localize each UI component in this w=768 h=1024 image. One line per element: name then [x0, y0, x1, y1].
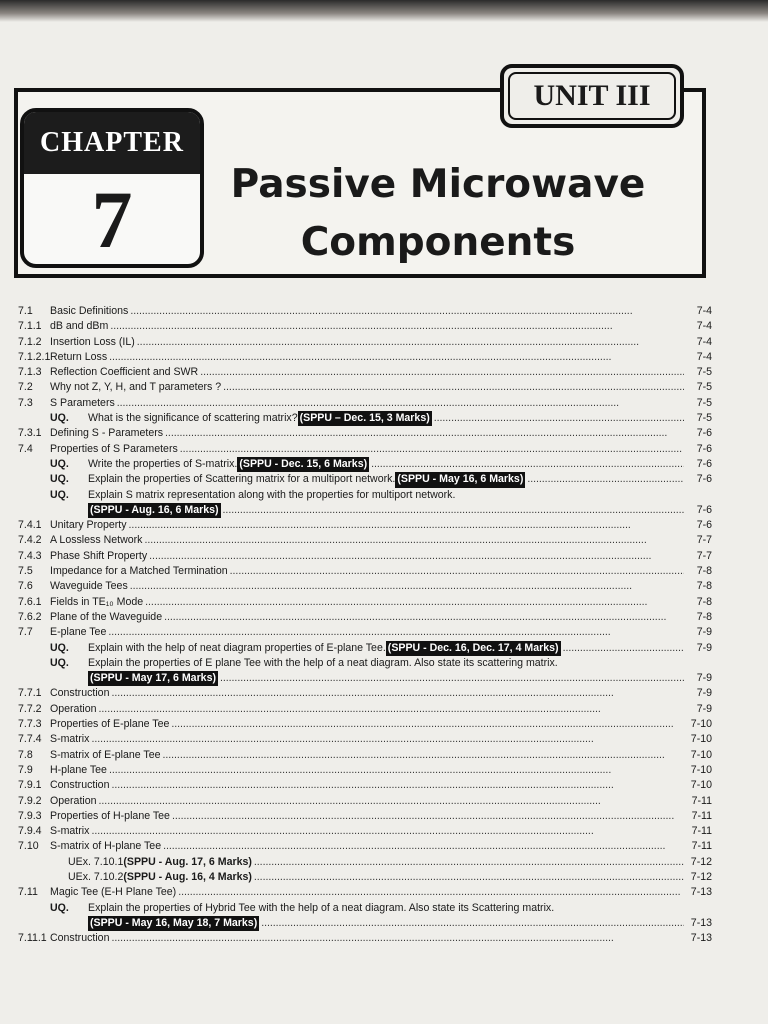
toc-page-number: 7-11: [691, 809, 712, 822]
toc-entry-number: 7.3.1: [18, 427, 42, 440]
toc-entry-title: Return Loss: [50, 350, 108, 363]
toc-question-text: Explain with the help of neat diagram properties of E-plane Tee.: [88, 641, 386, 654]
exam-reference-badge: (SPPU - Dec. 16, Dec. 17, 4 Marks): [386, 641, 561, 656]
toc-entry-number: 7.1.3: [18, 366, 42, 379]
toc-entry-title: Construction: [50, 779, 110, 792]
toc-page-number: 7-6: [696, 457, 712, 470]
toc-leader-dots: [111, 778, 684, 793]
toc-entry-title: Basic Definitions: [50, 305, 129, 317]
toc-example-reference: (SPPU - Aug. 17, 6 Marks): [123, 855, 252, 868]
toc-entry-title: Waveguide Tees: [50, 580, 128, 593]
toc-entry-title: Reflection Coefficient and SWR: [50, 366, 199, 379]
toc-entry-title: Plane of the Waveguide: [50, 610, 163, 623]
toc-entry-title: Insertion Loss (IL): [50, 335, 135, 348]
toc-entry[interactable]: [18, 564, 712, 579]
toc-leader-dots: [223, 503, 684, 518]
toc-page-number: 7-6: [696, 519, 712, 532]
toc-page-number: 7-10: [690, 733, 712, 746]
toc-entry[interactable]: [18, 396, 712, 411]
toc-entry[interactable]: [18, 686, 712, 701]
toc-entry[interactable]: [18, 870, 712, 885]
toc-entry-number: 7.6.1: [18, 595, 42, 608]
toc-page-number: 7-9: [696, 672, 712, 685]
toc-entry-number: 7.9.1: [18, 779, 42, 792]
chapter-badge: [20, 108, 204, 268]
toc-page-number: 7-12: [690, 855, 712, 868]
toc-entry-number: 7.9: [18, 763, 33, 776]
toc-leader-dots: [434, 411, 684, 426]
toc-page-number: 7-4: [696, 350, 712, 363]
toc-page-number: 7-5: [696, 396, 712, 409]
toc-entry[interactable]: [18, 732, 712, 747]
toc-leader-dots: [180, 442, 684, 457]
toc-leader-dots: [109, 763, 684, 778]
toc-entry-number: 7.11: [18, 886, 38, 899]
toc-entry[interactable]: [18, 748, 712, 763]
toc-entry-number: 7.3: [18, 396, 33, 409]
toc-entry-title: Properties of E-plane Tee: [50, 718, 170, 731]
toc-entry[interactable]: [18, 350, 712, 365]
toc-entry[interactable]: [18, 533, 712, 548]
toc-leader-dots: [163, 748, 685, 763]
toc-entry-title: Phase Shift Property: [50, 549, 148, 562]
toc-entry[interactable]: [18, 778, 712, 793]
toc-entry-title: H-plane Tee: [50, 763, 107, 776]
toc-entry[interactable]: [18, 901, 712, 916]
toc-entry[interactable]: [18, 426, 712, 441]
toc-entry-number: 7.10: [18, 840, 39, 853]
toc-leader-dots: [110, 319, 684, 334]
toc-entry[interactable]: [18, 549, 712, 564]
toc-entry-title: S-matrix of E-plane Tee: [50, 748, 161, 761]
toc-leader-dots: [527, 472, 684, 487]
toc-entry[interactable]: [18, 319, 712, 334]
toc-entry-title: S-matrix of H-plane Tee: [50, 840, 162, 853]
toc-entry[interactable]: [18, 763, 712, 778]
toc-entry-number: 7.11.1: [18, 932, 47, 945]
toc-question-tag: UQ.: [50, 901, 69, 914]
toc-entry-title: Construction: [50, 687, 110, 700]
toc-leader-dots: [178, 885, 684, 900]
toc-page-number: 7-11: [691, 794, 712, 807]
toc-leader-dots: [164, 610, 684, 625]
toc-entry[interactable]: [18, 916, 712, 931]
exam-reference-badge: (SPPU - Aug. 16, 6 Marks): [88, 503, 221, 518]
toc-entry[interactable]: [18, 518, 712, 533]
toc-entry-number: 7.4.1: [18, 519, 42, 532]
toc-leader-dots: [165, 426, 684, 441]
unit-badge: [500, 64, 684, 128]
toc-entry[interactable]: [18, 595, 712, 610]
toc-entry[interactable]: [18, 809, 712, 824]
toc-entry-number: 7.1.2: [18, 335, 42, 348]
toc-entry-number: 7.1.2.1: [18, 350, 51, 363]
toc-entry-title: dB and dBm: [50, 320, 109, 333]
unit-label: UNIT III: [508, 72, 676, 120]
toc-page-number: 7-9: [696, 687, 712, 700]
toc-entry[interactable]: [18, 671, 712, 686]
toc-page-number: 7-10: [690, 779, 712, 792]
exam-reference-badge: (SPPU – Dec. 15, 3 Marks): [298, 411, 432, 426]
toc-entry[interactable]: [18, 610, 712, 625]
toc-page-number: 7-6: [696, 473, 712, 486]
toc-entry[interactable]: [18, 457, 712, 472]
toc-entry-title: Properties of S Parameters: [50, 442, 178, 455]
page-top-edge: [0, 0, 768, 22]
toc-leader-dots: [563, 641, 684, 656]
toc-entry-title: A Lossless Network: [50, 534, 143, 547]
exam-reference-badge: (SPPU - Dec. 15, 6 Marks): [237, 457, 369, 472]
toc-entry-number: 7.1: [18, 305, 33, 317]
toc-leader-dots: [230, 564, 684, 579]
toc-leader-dots: [137, 335, 684, 350]
toc-question-tag: UQ.: [50, 457, 69, 470]
toc-page-number: 7-5: [696, 412, 712, 425]
toc-leader-dots: [129, 518, 684, 533]
toc-page-number: 7-5: [696, 366, 712, 379]
toc-page-number: 7-4: [696, 335, 712, 348]
toc-entry-title: Defining S - Parameters: [50, 427, 164, 440]
toc-page-number: 7-7: [696, 549, 712, 562]
toc-entry-number: 7.7.3: [18, 718, 42, 731]
toc-entry[interactable]: [18, 472, 712, 487]
toc-leader-dots: [91, 732, 684, 747]
toc-page-number: 7-6: [696, 442, 712, 455]
toc-leader-dots: [223, 380, 684, 395]
exam-reference-badge: (SPPU - May 16, 6 Marks): [395, 472, 525, 487]
toc-question-text: Explain the properties of Hybrid Tee with the help of a neat diagram. Also state its Scattering matrix.: [88, 901, 555, 914]
toc-page-number: 7-12: [690, 870, 712, 883]
exam-reference-badge: (SPPU - May 16, May 18, 7 Marks): [88, 916, 259, 931]
toc-entry[interactable]: [18, 839, 712, 854]
toc-question-text: What is the significance of scattering matrix?: [88, 412, 298, 425]
toc-entry[interactable]: [18, 885, 712, 900]
toc-entry[interactable]: [18, 579, 712, 594]
toc-entry[interactable]: [18, 641, 712, 656]
toc-question-text: Explain S matrix representation along with the properties for multiport network.: [88, 488, 456, 501]
toc-page-number: 7-10: [690, 763, 712, 776]
toc-entry-number: 7.7.4: [18, 733, 42, 746]
toc-leader-dots: [111, 686, 684, 701]
toc-entry-number: 7.4.3: [18, 549, 42, 562]
toc-entry-number: 7.7: [18, 626, 33, 639]
chapter-title: [228, 156, 648, 272]
toc-page-number: 7-10: [690, 718, 712, 731]
toc-leader-dots: [254, 855, 684, 870]
toc-question-text: Explain the properties of E plane Tee with the help of a neat diagram. Also state its scattering matrix.: [88, 656, 558, 669]
toc-entry-number: 7.6: [18, 580, 33, 593]
toc-page-number: 7-6: [696, 427, 712, 440]
toc-entry-number: 7.4.2: [18, 534, 42, 547]
toc-page-number: 7-8: [696, 610, 712, 623]
exam-reference-badge: (SPPU - May 17, 6 Marks): [88, 671, 218, 686]
toc-leader-dots: [99, 702, 684, 717]
toc-entry-number: 7.7.1: [18, 687, 42, 700]
toc-leader-dots: [200, 365, 684, 380]
toc-entry-title: S Parameters: [50, 396, 115, 409]
toc-page-number: 7-9: [696, 626, 712, 639]
toc-question-tag: UQ.: [50, 656, 69, 669]
toc-leader-dots: [111, 931, 684, 946]
toc-leader-dots: [108, 625, 684, 640]
toc-page-number: 7-6: [696, 503, 712, 516]
toc-entry-title: Unitary Property: [50, 519, 127, 532]
toc-question-text: Explain the properties of Scattering matrix for a multiport network.: [88, 473, 396, 486]
toc-leader-dots: [254, 870, 684, 885]
toc-page-number: 7-4: [696, 320, 712, 333]
toc-entry-title: Magic Tee (E-H Plane Tee): [50, 886, 177, 899]
toc-entry-title: Impedance for a Matched Termination: [50, 565, 228, 578]
toc-page-number: 7-8: [696, 595, 712, 608]
toc-entry[interactable]: [18, 855, 712, 870]
chapter-label: CHAPTER: [24, 112, 200, 174]
toc-leader-dots: [172, 809, 684, 824]
toc-entry[interactable]: [18, 411, 712, 426]
toc-question-tag: UQ.: [50, 488, 69, 501]
toc-entry-title: Fields in TE₁₀ Mode: [50, 595, 144, 608]
toc-leader-dots: [130, 304, 684, 319]
toc-leader-dots: [371, 457, 684, 472]
toc-page-number: 7-7: [696, 534, 712, 547]
toc-entry[interactable]: [18, 442, 712, 457]
toc-entry-number: 7.9.2: [18, 794, 42, 807]
toc-entry-title: Why not Z, Y, H, and T parameters ?: [50, 381, 222, 394]
toc-page-number: 7-11: [691, 840, 712, 853]
toc-leader-dots: [220, 671, 684, 686]
toc-example-number: UEx. 7.10.1: [68, 855, 124, 868]
toc-page-number: 7-9: [696, 641, 712, 654]
toc-leader-dots: [99, 794, 684, 809]
toc-entry[interactable]: [18, 503, 712, 518]
toc-entry-number: 7.4: [18, 442, 33, 455]
toc-entry[interactable]: [18, 824, 712, 839]
toc-entry-number: 7.9.3: [18, 809, 42, 822]
toc-entry[interactable]: [18, 380, 712, 395]
toc-entry[interactable]: [18, 304, 712, 319]
toc-entry-title: S-matrix: [50, 733, 90, 746]
toc-entry[interactable]: [18, 931, 712, 946]
toc-entry[interactable]: [18, 488, 712, 503]
toc-entry-title: Operation: [50, 702, 97, 715]
toc-leader-dots: [144, 533, 684, 548]
toc-leader-dots: [91, 824, 684, 839]
toc-entry-number: 7.8: [18, 748, 33, 761]
toc-entry-number: 7.7.2: [18, 702, 42, 715]
chapter-title-line-1: Passive Microwave: [230, 162, 646, 207]
chapter-number: 7: [91, 174, 133, 265]
toc-page-number: 7-8: [696, 580, 712, 593]
toc-entry-title: Properties of H-plane Tee: [50, 809, 170, 822]
toc-question-tag: UQ.: [50, 412, 69, 425]
toc-entry[interactable]: [18, 625, 712, 640]
toc-entry[interactable]: [18, 365, 712, 380]
toc-entry-title: Operation: [50, 794, 97, 807]
toc-page-number: 7-9: [696, 702, 712, 715]
toc-leader-dots: [130, 579, 684, 594]
toc-page-number: 7-4: [696, 305, 712, 317]
toc-leader-dots: [163, 839, 684, 854]
toc-entry[interactable]: [18, 794, 712, 809]
toc-page-number: 7-13: [690, 886, 712, 899]
chapter-title-line-2: Components: [300, 220, 576, 265]
toc-entry[interactable]: [18, 717, 712, 732]
toc-page-number: 7-11: [691, 825, 712, 838]
toc-leader-dots: [145, 595, 684, 610]
toc-entry[interactable]: [18, 702, 712, 717]
toc-entry-number: 7.1.1: [18, 320, 42, 333]
toc-question-tag: UQ.: [50, 641, 69, 654]
toc-leader-dots: [117, 396, 684, 411]
toc-leader-dots: [171, 717, 684, 732]
toc-entry-number: 7.5: [18, 565, 33, 578]
toc-page-number: 7-13: [690, 916, 712, 929]
table-of-contents: [18, 304, 712, 946]
toc-entry-number: 7.6.2: [18, 610, 42, 623]
toc-entry-title: Construction: [50, 932, 110, 945]
toc-leader-dots: [149, 549, 684, 564]
toc-page-number: 7-5: [696, 381, 712, 394]
toc-entry-number: 7.2: [18, 381, 33, 394]
toc-leader-dots: [261, 916, 684, 931]
toc-entry[interactable]: [18, 656, 712, 671]
toc-page-number: 7-13: [690, 932, 712, 945]
toc-entry-title: E-plane Tee: [50, 626, 107, 639]
toc-example-reference: (SPPU - Aug. 16, 4 Marks): [123, 870, 252, 883]
toc-question-tag: UQ.: [50, 473, 69, 486]
toc-page-number: 7-8: [696, 565, 712, 578]
toc-entry-number: 7.9.4: [18, 825, 42, 838]
toc-question-text: Write the properties of S-matrix.: [88, 457, 238, 470]
toc-page-number: 7-10: [690, 748, 712, 761]
toc-entry-title: S-matrix: [50, 825, 90, 838]
toc-leader-dots: [109, 350, 684, 365]
toc-example-number: UEx. 7.10.2: [68, 870, 124, 883]
toc-entry[interactable]: [18, 335, 712, 350]
